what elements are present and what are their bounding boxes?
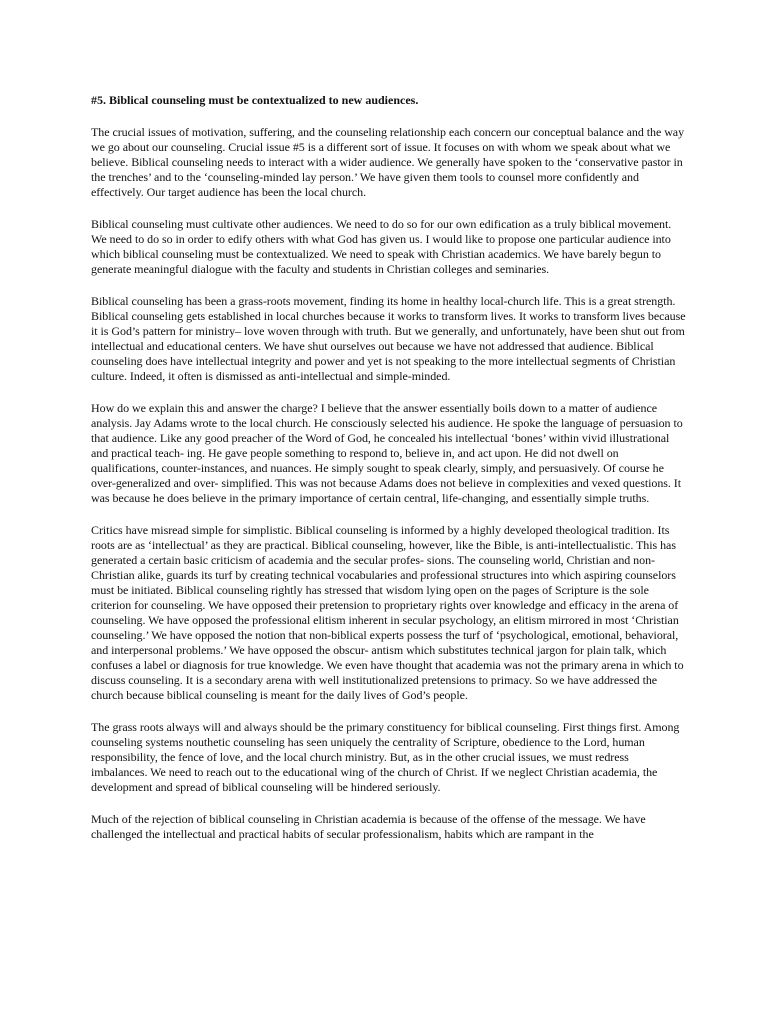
paragraph: How do we explain this and answer the charge? I believe that the answer essentially boils down to a matter of audience analysis. Jay Adams wrote to the local church. He consciously selected his audience. He spoke the language of persuasion to that audience. Like any good preacher of the Word of God, he concealed his intellectual ‘bones’ within vivid illustrational and practical teach- ing. He gave people something to respond to, believe in, and act upon. He did not dwell on qualifications, counter-instances, and nuances. He simply sought to speak clearly, simply, and persuasively. Of course he over-generalized and over- simplified. This was not because Adams does not believe in complexities and vexed questions. It was because he does believe in the primary importance of certain central, life-changing, and essentially simple truths.	[91, 401, 683, 505]
paragraph: Critics have misread simple for simplistic. Biblical counseling is informed by a highly developed theological tradition. Its roots are as ‘intellectual’ as they are practical. Biblical counseling, however, like the Bible, is anti-intellectualistic. This has generated a certain basic criticism of academia and the secular profes- sions. The counseling world, Christian and non-Christian alike, guards its turf by creating technical vocabularies and professional structures into which aspiring counselors must be initiated. Biblical counseling rightly has stressed that wisdom lying open on the pages of Scripture is the sole criterion for counseling. We have opposed their pretension to proprietary rights over knowledge and efficacy in the arena of counseling. We have opposed the professional elitism inherent in secular psychology, an elitism mirrored in most ‘Christian counseling.’ We have opposed the notion that non-biblical experts possess the turf of ‘psychological, emotional, behavioral, and interpersonal problems.’ We have opposed the obscur- antism which substitutes technical jargon for plain talk, which confuses a label or diagnosis for true knowledge. We even have thought that academia was not the primary arena in which to discuss counseling. It is a secondary arena with well institutionalized pretensions to primacy. So we have addressed the church because biblical counseling is meant for the daily lives of God’s people.	[91, 523, 684, 702]
section-heading: #5. Biblical counseling must be contextualized to new audiences.	[91, 93, 419, 107]
paragraph: Biblical counseling must cultivate other audiences. We need to do so for our own edification as a truly biblical movement. We need to do so in order to edify others with what God has given us. I would like to propose one particular audience into which biblical counseling must be contextualized. We need to speak with Christian academics. We have barely begun to generate meaningful dialogue with the faculty and students in Christian colleges and seminaries.	[91, 217, 672, 276]
paragraph: Much of the rejection of biblical counseling in Christian academia is because of the offense of the message. We have challenged the intellectual and practical habits of secular professionalism, habits which are rampant in the	[91, 812, 646, 841]
paragraph: Biblical counseling has been a grass-roots movement, finding its home in healthy local-church life. This is a great strength. Biblical counseling gets established in local churches because it works to transform lives. It works to transform lives because it is God’s pattern for ministry– love woven through with truth. But we generally, and unfortunately, have been shut out from intellectual and educational centers. We have shut ourselves out because we have not addressed that audience. Biblical counseling does have intellectual integrity and power and yet is not speaking to the more intellectual segments of Christian culture. Indeed, it often is dismissed as anti-intellectual and simple-minded.	[91, 294, 686, 383]
paragraph: The crucial issues of motivation, suffering, and the counseling relationship each concern our conceptual balance and the way we go about our counseling. Crucial issue #5 is a different sort of issue. It focuses on with whom we speak about what we believe. Biblical counseling needs to interact with a wider audience. We generally have spoken to the ‘conservative pastor in the trenches’ and to the ‘counseling-minded lay person.’ We have given them tools to counsel more confidently and effectively. Our target audience has been the local church.	[91, 125, 685, 199]
paragraph: The grass roots always will and always should be the primary constituency for biblical counseling. First things first. Among counseling systems nouthetic counseling has seen uniquely the centrality of Scripture, obedience to the Lord, human responsibility, the fence of love, and the local church ministry. But, as in the other crucial issues, we must redress imbalances. We need to reach out to the educational wing of the church of Christ. If we neglect Christian academia, the development and spread of biblical counseling will be hindered seriously.	[91, 720, 680, 794]
